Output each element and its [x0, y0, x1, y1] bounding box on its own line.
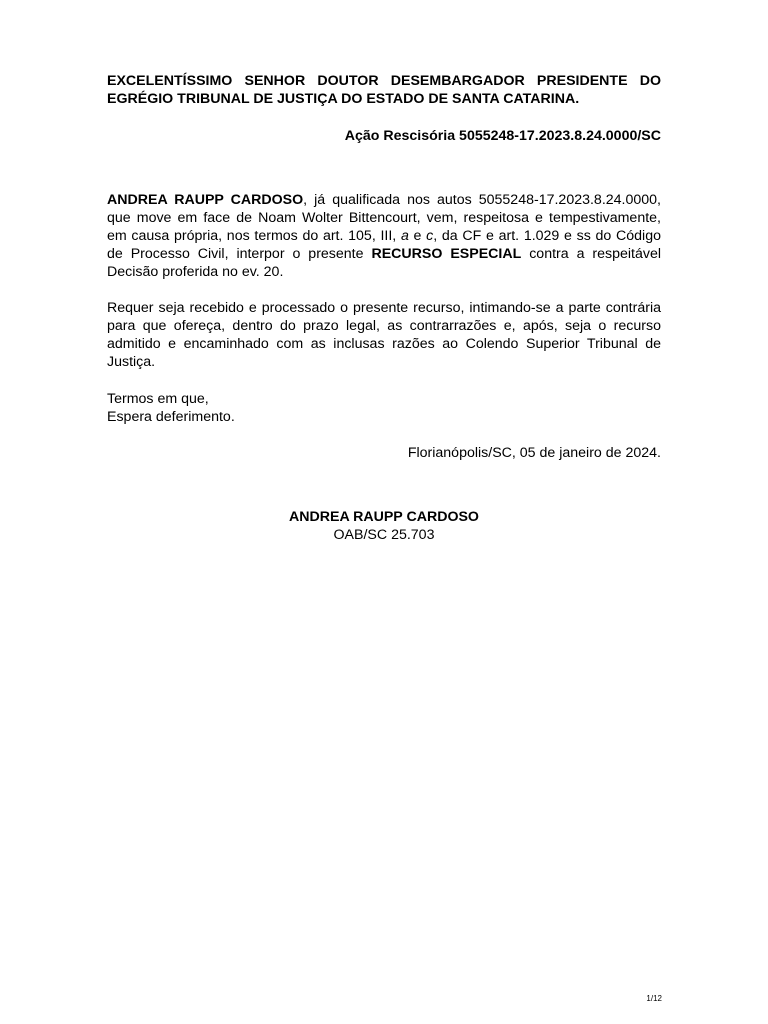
page-number: 1/12 — [646, 994, 662, 1003]
item-c: c — [426, 228, 434, 244]
paragraph-text-a: , já qualificada nos autos 5055248-17.2023.8.24.0000, que move em face de Noam Wolter Bittencourt, vem, respeitosa e tempestivamente, em causa própria, nos termos do art. 105, III, — [107, 192, 661, 244]
paragraph-text-c: contra a respeitável Decisão proferida no ev. 20. — [107, 246, 662, 280]
party-name: ANDREA RAUPP CARDOSO — [107, 192, 304, 208]
paragraph-text-b: , da CF e art. 1.029 e ss do Código de Processo Civil, interpor o presente — [107, 228, 661, 262]
addressee-heading: EXCELENTÍSSIMO SENHOR DOUTOR DESEMBARGADOR PRESIDENTE DO EGRÉGIO TRIBUNAL DE JUSTIÇA DO ESTADO DE SANTA CATARINA. — [107, 73, 661, 107]
signature-oab: OAB/SC 25.703 — [333, 527, 435, 543]
appeal-type: RECURSO ESPECIAL — [371, 246, 522, 262]
request-paragraph: Requer seja recebido e processado o presente recurso, intimando-se a parte contrária para que ofereça, dentro do prazo legal, as contrarrazões e, após, seja o recurso admitido e encaminhado com as inclusas razões ao Colendo Superior Tribunal de Justiça. — [107, 300, 661, 370]
item-a: a — [400, 228, 409, 244]
signature-block — [107, 508, 661, 544]
process-reference: Ação Rescisória 5055248-17.2023.8.24.0000/SC — [344, 128, 661, 144]
closing-block — [107, 390, 661, 426]
signature-name: ANDREA RAUPP CARDOSO — [289, 509, 479, 525]
closing-line-2: Espera deferimento. — [107, 409, 235, 425]
document-body — [107, 72, 661, 544]
closing-line-1: Termos em que, — [107, 391, 209, 407]
petition-paragraph — [107, 191, 661, 281]
place-date: Florianópolis/SC, 05 de janeiro de 2024. — [407, 445, 661, 461]
conjunction: e — [408, 228, 427, 244]
